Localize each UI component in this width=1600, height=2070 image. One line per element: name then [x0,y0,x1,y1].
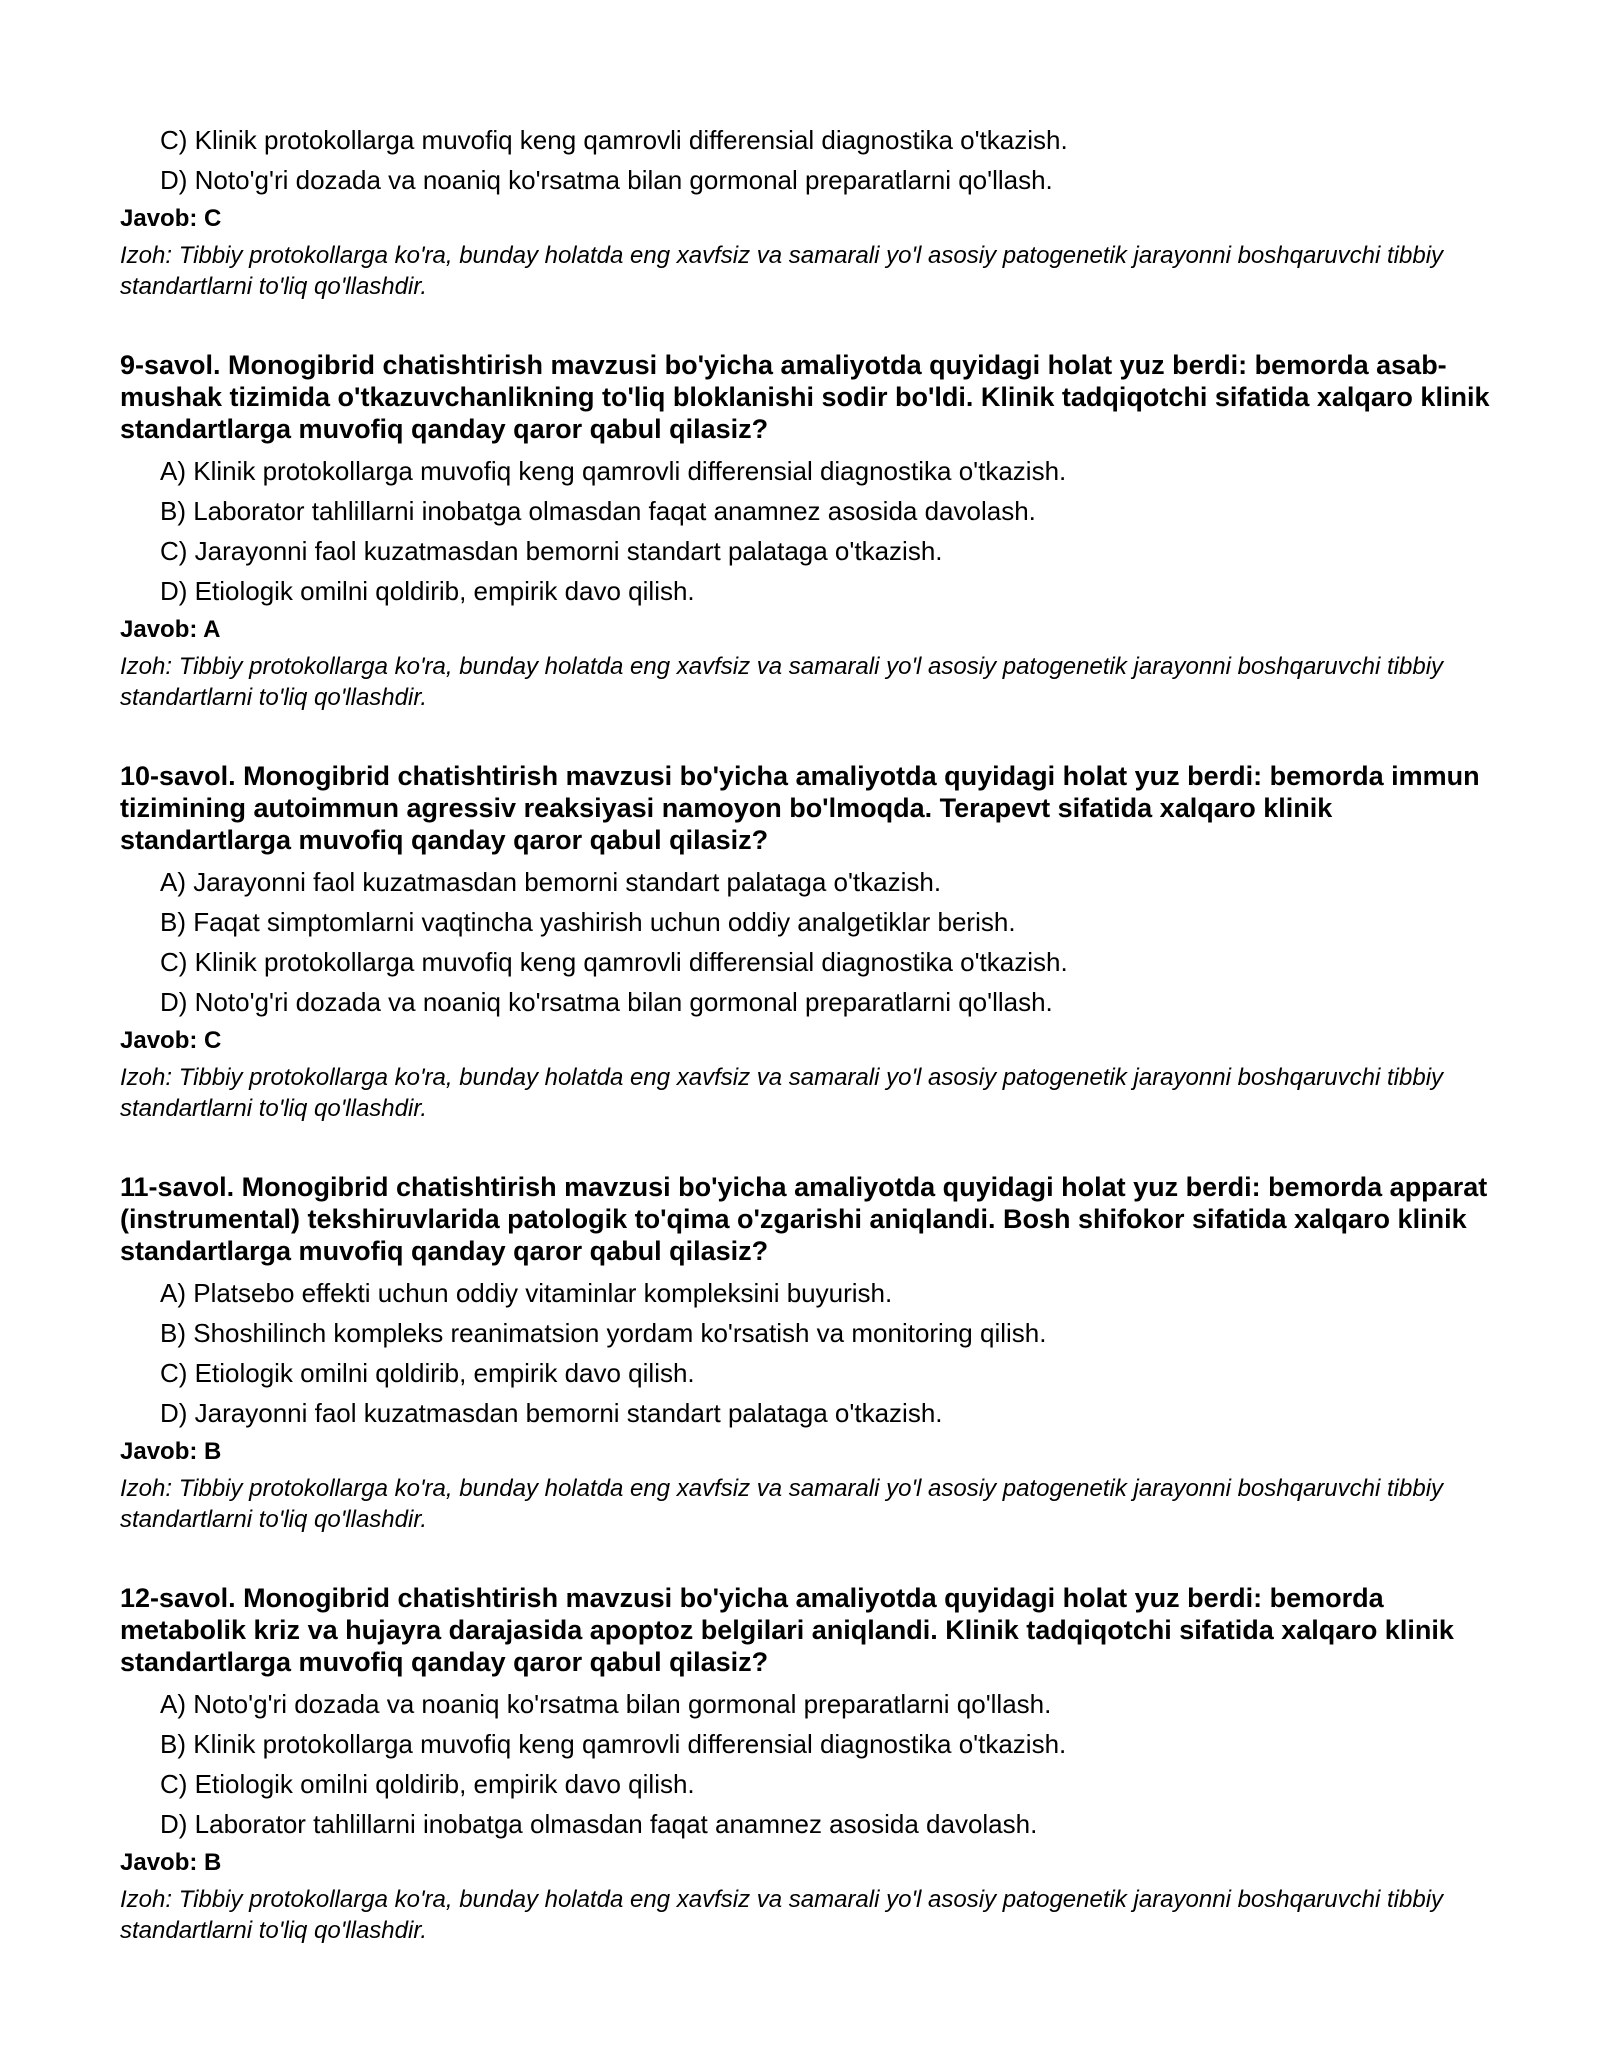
question-title: 10-savol. Monogibrid chatishtirish mavzusi bo'yicha amaliyotda quyidagi holat yuz berdi: bemorda immun tizimining autoimmun agressiv reaksiyasi namoyon bo'lmoqda. Terapevt sifatida xalqaro klinik standartlarga muvofiq qanday qaror qabul qilasiz? [120,761,1480,855]
explanation-note: Izoh: Tibbiy protokollarga ko'ra, bunday holatda eng xavfsiz va samarali yo'l asosiy patogenetik jarayonni boshqaruvchi tibbiy standartlarni to'liq qo'llashdir. [120,1886,1444,1944]
option-c: C) Klinik protokollarga muvofiq keng qamrovli differensial diagnostika o'tkazish. [160,125,1068,155]
answer-label: Javob: A [120,616,221,643]
option-c: C) Etiologik omilni qoldirib, empirik davo qilish. [160,1358,695,1388]
option-a: A) Jarayonni faol kuzatmasdan bemorni standart palataga o'tkazish. [160,867,942,897]
option-b: B) Faqat simptomlarni vaqtincha yashirish uchun oddiy analgetiklar berish. [160,907,1016,937]
question-12 [120,1582,1500,1946]
answer-label: Javob: C [120,1027,222,1054]
question-8-continuation [120,120,1500,302]
option-a: A) Platsebo effekti uchun oddiy vitaminlar kompleksini buyurish. [160,1278,893,1308]
option-a: A) Noto'g'ri dozada va noaniq ko'rsatma bilan gormonal preparatlarni qo'llash. [160,1689,1052,1719]
question-10 [120,760,1500,1124]
option-b: B) Laborator tahlillarni inobatga olmasdan faqat anamnez asosida davolash. [160,496,1036,526]
option-c: C) Etiologik omilni qoldirib, empirik davo qilish. [160,1769,695,1799]
option-b: B) Klinik protokollarga muvofiq keng qamrovli differensial diagnostika o'tkazish. [160,1729,1067,1759]
explanation-note: Izoh: Tibbiy protokollarga ko'ra, bunday holatda eng xavfsiz va samarali yo'l asosiy patogenetik jarayonni boshqaruvchi tibbiy standartlarni to'liq qo'llashdir. [120,653,1444,711]
explanation-note: Izoh: Tibbiy protokollarga ko'ra, bunday holatda eng xavfsiz va samarali yo'l asosiy patogenetik jarayonni boshqaruvchi tibbiy standartlarni to'liq qo'llashdir. [120,242,1444,300]
option-d: D) Laborator tahlillarni inobatga olmasdan faqat anamnez asosida davolash. [160,1809,1038,1839]
option-a: A) Klinik protokollarga muvofiq keng qamrovli differensial diagnostika o'tkazish. [160,456,1067,486]
question-11 [120,1171,1500,1535]
explanation-note: Izoh: Tibbiy protokollarga ko'ra, bunday holatda eng xavfsiz va samarali yo'l asosiy patogenetik jarayonni boshqaruvchi tibbiy standartlarni to'liq qo'llashdir. [120,1475,1444,1533]
option-b: B) Shoshilinch kompleks reanimatsion yordam ko'rsatish va monitoring qilish. [160,1318,1047,1348]
document-page [120,120,1500,1946]
option-c: C) Klinik protokollarga muvofiq keng qamrovli differensial diagnostika o'tkazish. [160,947,1068,977]
question-title: 12-savol. Monogibrid chatishtirish mavzusi bo'yicha amaliyotda quyidagi holat yuz berdi: bemorda metabolik kriz va hujayra darajasida apoptoz belgilari aniqlandi. Klinik tadqiqotchi sifatida xalqaro klinik standartlarga muvofiq qanday qaror qabul qilasiz? [120,1583,1454,1677]
explanation-note: Izoh: Tibbiy protokollarga ko'ra, bunday holatda eng xavfsiz va samarali yo'l asosiy patogenetik jarayonni boshqaruvchi tibbiy standartlarni to'liq qo'llashdir. [120,1064,1444,1122]
question-9 [120,349,1500,713]
answer-label: Javob: B [120,1438,222,1465]
question-title: 11-savol. Monogibrid chatishtirish mavzusi bo'yicha amaliyotda quyidagi holat yuz berdi: bemorda apparat (instrumental) tekshiruvlarida patologik to'qima o'zgarishi aniqlandi. Bosh shifokor sifatida xalqaro klinik standartlarga muvofiq qanday qaror qabul qilasiz? [120,1172,1488,1266]
question-title: 9-savol. Monogibrid chatishtirish mavzusi bo'yicha amaliyotda quyidagi holat yuz berdi: bemorda asab-mushak tizimida o'tkazuvchanlikning to'liq bloklanishi sodir bo'ldi. Klinik tadqiqotchi sifatida xalqaro klinik standartlarga muvofiq qanday qaror qabul qilasiz? [120,350,1490,444]
option-d: D) Jarayonni faol kuzatmasdan bemorni standart palataga o'tkazish. [160,1398,943,1428]
option-d: D) Noto'g'ri dozada va noaniq ko'rsatma bilan gormonal preparatlarni qo'llash. [160,165,1053,195]
option-c: C) Jarayonni faol kuzatmasdan bemorni standart palataga o'tkazish. [160,536,943,566]
option-d: D) Noto'g'ri dozada va noaniq ko'rsatma bilan gormonal preparatlarni qo'llash. [160,987,1053,1017]
answer-label: Javob: C [120,205,222,232]
option-d: D) Etiologik omilni qoldirib, empirik davo qilish. [160,576,695,606]
answer-label: Javob: B [120,1849,222,1876]
